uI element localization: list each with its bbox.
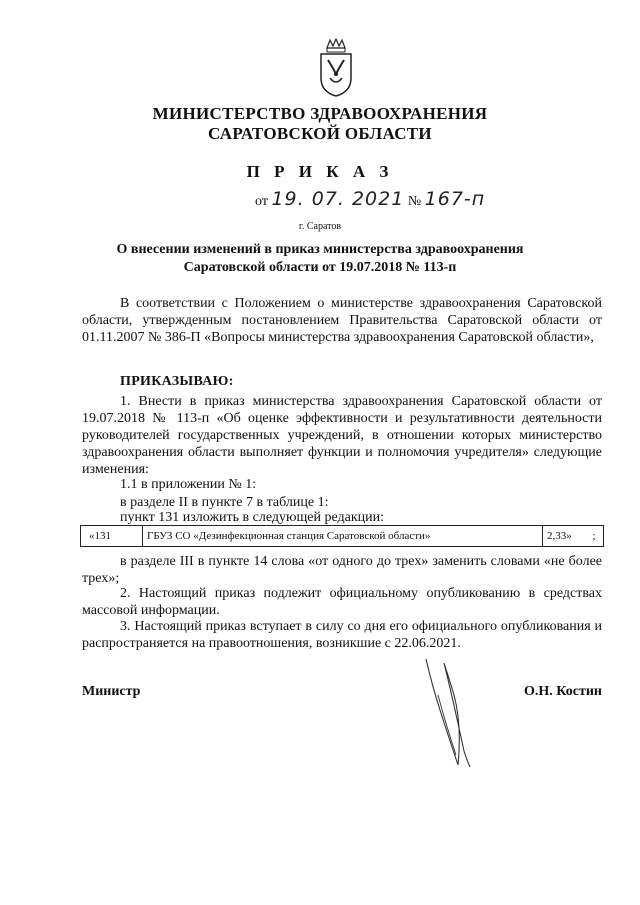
number-prefix: №	[407, 194, 422, 209]
item-2-paragraph: 2. Настоящий приказ подлежит официальному опубликованию в средствах массовой информации.	[82, 586, 602, 618]
point-line: пункт 131 изложить в следующей редакции:	[120, 510, 384, 525]
subject-line2: Саратовской области от 19.07.2018 № 113-п	[183, 260, 457, 275]
table-value-text: 2,33»	[547, 530, 572, 542]
signer-title: Министр	[82, 684, 141, 699]
date-number-line	[255, 188, 485, 210]
document-type-heading: П Р И К А З	[246, 162, 394, 181]
table-cell-number: «131	[81, 526, 143, 546]
signer-name: О.Н. Костин	[524, 684, 602, 699]
intro-paragraph: В соответствии с Положением о министерстве здравоохранения Саратовской области, утвержденным постановлением Правительства Саратовской области от 01.11.2007 № 386-П «Вопросы министерства здравоохранения Саратовской области»,	[82, 296, 602, 345]
item-1-paragraph: 1. Внести в приказ министерства здравоохранения Саратовской области от 19.07.2018 № 113-п «Об оценке эффективности и результативности деятельности руководителей государственных учреждений, в отношении которых министерство здравоохранения области выполняет функции и полномочия учредителя» следующие изменения:	[82, 394, 602, 477]
ministry-name-line2: САРАТОВСКОЙ ОБЛАСТИ	[208, 124, 432, 143]
table-cell-institution: ГБУЗ СО «Дезинфекционная станция Саратовской области»	[143, 526, 543, 546]
handwritten-signature	[418, 655, 478, 775]
item-1-1-line: 1.1 в приложении № 1:	[120, 477, 257, 492]
table-cell-value	[543, 526, 603, 546]
amendment-table	[80, 525, 604, 547]
table-tail-semicolon: ;	[592, 530, 596, 542]
item-3-paragraph: 3. Настоящий приказ вступает в силу со дня его официального опубликования и распространяется на правоотношения, возникшие с 22.06.2021.	[82, 619, 602, 651]
order-word: ПРИКАЗЫВАЮ:	[120, 374, 234, 389]
section-3-paragraph: в разделе III в пункте 14 слова «от одного до трех» заменить словами «не более трех»;	[82, 554, 602, 586]
subject-line1: О внесении изменений в приказ министерства здравоохранения	[116, 242, 524, 257]
section-line: в разделе II в пункте 7 в таблице 1:	[120, 495, 329, 510]
handwritten-date: 19. 07. 2021	[271, 188, 405, 210]
ministry-name-line1: МИНИСТЕРСТВО ЗДРАВООХРАНЕНИЯ	[152, 104, 488, 123]
date-prefix: от	[255, 194, 268, 209]
handwritten-number: 167-п	[424, 188, 486, 210]
city-label: г. Саратов	[298, 221, 342, 232]
coat-of-arms-icon	[317, 38, 355, 98]
